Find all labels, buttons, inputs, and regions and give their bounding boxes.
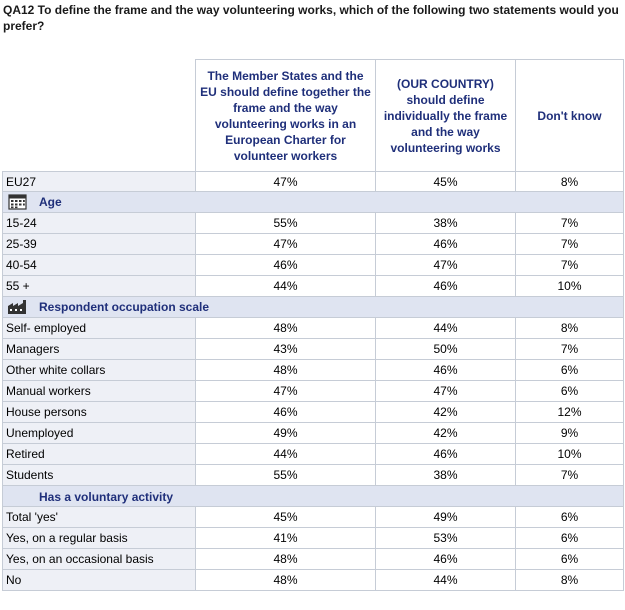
row-value: 42% xyxy=(376,402,516,423)
table-row xyxy=(3,381,624,402)
row-value: 47% xyxy=(196,172,376,192)
row-value: 6% xyxy=(516,549,624,570)
row-label: 40-54 xyxy=(3,255,196,276)
section-header xyxy=(3,486,624,507)
row-value: 44% xyxy=(196,444,376,465)
row-value: 10% xyxy=(516,276,624,297)
row-label: 25-39 xyxy=(3,234,196,255)
row-label: 55 + xyxy=(3,276,196,297)
row-value: 55% xyxy=(196,465,376,486)
row-label: Managers xyxy=(3,339,196,360)
row-value: 7% xyxy=(516,213,624,234)
row-value: 49% xyxy=(196,423,376,444)
table-row xyxy=(3,549,624,570)
row-label: 15-24 xyxy=(3,213,196,234)
row-value: 38% xyxy=(376,213,516,234)
table-row-eu27 xyxy=(3,172,624,192)
row-value: 43% xyxy=(196,339,376,360)
row-value: 7% xyxy=(516,255,624,276)
row-value: 55% xyxy=(196,213,376,234)
row-value: 8% xyxy=(516,172,624,192)
section-header-row xyxy=(3,192,624,213)
row-value: 44% xyxy=(376,318,516,339)
row-value: 47% xyxy=(376,381,516,402)
row-value: 49% xyxy=(376,507,516,528)
row-value: 47% xyxy=(196,234,376,255)
question-title: QA12 To define the frame and the way volunteering works, which of the following two statements would you prefer? xyxy=(3,3,619,33)
table-row xyxy=(3,465,624,486)
row-label: Yes, on a regular basis xyxy=(3,528,196,549)
row-label: Other white collars xyxy=(3,360,196,381)
column-header-dont-know: Don't know xyxy=(516,60,624,172)
row-value: 41% xyxy=(196,528,376,549)
row-value: 44% xyxy=(196,276,376,297)
table-row xyxy=(3,276,624,297)
section-header xyxy=(3,192,624,213)
table-row xyxy=(3,423,624,444)
row-label: Unemployed xyxy=(3,423,196,444)
row-value: 46% xyxy=(376,444,516,465)
row-value: 46% xyxy=(376,360,516,381)
row-value: 6% xyxy=(516,360,624,381)
section-title: Age xyxy=(39,195,62,209)
table-row xyxy=(3,528,624,549)
calendar-icon xyxy=(7,194,39,208)
results-table xyxy=(2,59,624,591)
table-row xyxy=(3,339,624,360)
row-value: 6% xyxy=(516,528,624,549)
row-value: 45% xyxy=(376,172,516,192)
row-value: 46% xyxy=(376,234,516,255)
table-row xyxy=(3,402,624,423)
row-value: 46% xyxy=(196,255,376,276)
row-label: EU27 xyxy=(3,172,196,192)
row-value: 10% xyxy=(516,444,624,465)
section-title: Respondent occupation scale xyxy=(39,300,210,314)
row-label: Retired xyxy=(3,444,196,465)
row-value: 50% xyxy=(376,339,516,360)
table-row xyxy=(3,444,624,465)
row-value: 47% xyxy=(376,255,516,276)
table-row xyxy=(3,234,624,255)
row-value: 7% xyxy=(516,465,624,486)
row-value: 7% xyxy=(516,234,624,255)
factory-icon xyxy=(7,299,39,313)
row-value: 38% xyxy=(376,465,516,486)
table-row xyxy=(3,507,624,528)
row-value: 9% xyxy=(516,423,624,444)
table-row xyxy=(3,213,624,234)
section-header xyxy=(3,297,624,318)
row-value: 44% xyxy=(376,570,516,591)
row-value: 8% xyxy=(516,570,624,591)
row-label: Yes, on an occasional basis xyxy=(3,549,196,570)
row-label: No xyxy=(3,570,196,591)
row-value: 53% xyxy=(376,528,516,549)
header-corner xyxy=(3,60,196,172)
row-value: 47% xyxy=(196,381,376,402)
row-label: Manual workers xyxy=(3,381,196,402)
row-value: 8% xyxy=(516,318,624,339)
table-row xyxy=(3,318,624,339)
row-value: 45% xyxy=(196,507,376,528)
table-row xyxy=(3,570,624,591)
row-value: 48% xyxy=(196,549,376,570)
row-value: 6% xyxy=(516,381,624,402)
row-label: Total 'yes' xyxy=(3,507,196,528)
row-value: 48% xyxy=(196,570,376,591)
row-value: 42% xyxy=(376,423,516,444)
row-value: 48% xyxy=(196,318,376,339)
section-title: Has a voluntary activity xyxy=(39,489,174,504)
row-label: Students xyxy=(3,465,196,486)
row-value: 46% xyxy=(376,549,516,570)
table-row xyxy=(3,255,624,276)
section-header-row xyxy=(3,486,624,507)
column-header-individually: (OUR COUNTRY) should define individually the frame and the way volunteering works xyxy=(376,60,516,172)
column-header-eu-charter: The Member States and the EU should define together the frame and the way volunteering works in an European Charter for volunteer workers xyxy=(196,60,376,172)
table-row xyxy=(3,360,624,381)
row-value: 46% xyxy=(196,402,376,423)
row-value: 46% xyxy=(376,276,516,297)
section-header-row xyxy=(3,297,624,318)
row-value: 12% xyxy=(516,402,624,423)
row-value: 7% xyxy=(516,339,624,360)
row-value: 6% xyxy=(516,507,624,528)
row-label: House persons xyxy=(3,402,196,423)
row-value: 48% xyxy=(196,360,376,381)
row-label: Self- employed xyxy=(3,318,196,339)
header-row xyxy=(3,60,624,172)
